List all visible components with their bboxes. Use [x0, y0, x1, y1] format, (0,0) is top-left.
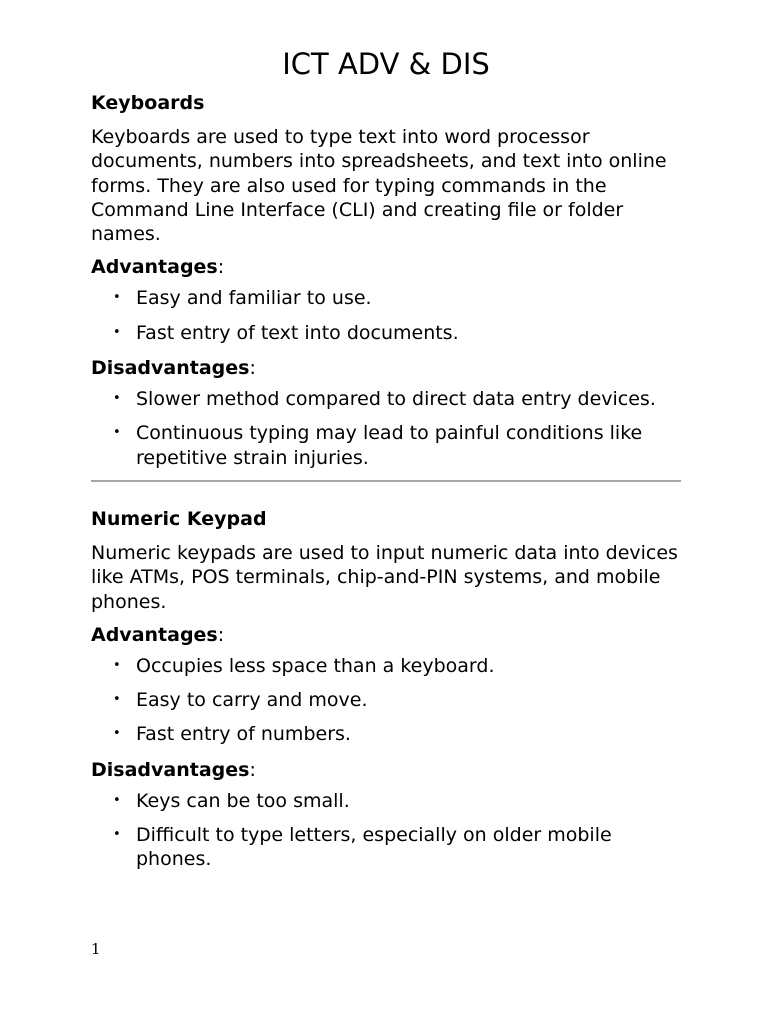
list-item: • Continuous typing may lead to painful conditions like repetitive strain injuries.	[113, 422, 643, 469]
list-item: • Difficult to type letters, especially on older mobile phones.	[113, 824, 612, 871]
disadvantages-list	[91, 789, 681, 872]
advantages-list	[91, 286, 681, 345]
list-item: • Occupies less space than a keyboard.	[113, 654, 495, 677]
section-description: Numeric keypads are used to input numeric data into devices like ATMs, POS terminals, chip-and-PIN systems, and mobile phones.	[91, 541, 678, 613]
list-item: • Fast entry of text into documents.	[113, 321, 459, 344]
advantages-list	[91, 654, 681, 747]
bullet-icon: •	[113, 792, 121, 808]
disadvantages-heading: Disadvantages:	[91, 357, 256, 380]
bullet-icon: •	[113, 391, 121, 407]
list-item: • Easy to carry and move.	[113, 689, 368, 712]
page-number: 1	[91, 940, 101, 958]
bullet-icon: •	[113, 657, 121, 673]
list-item: • Fast entry of numbers.	[113, 723, 351, 746]
section-keyboards	[91, 90, 681, 470]
bullet-icon: •	[113, 425, 121, 441]
list-item: • Easy and familiar to use.	[113, 287, 372, 310]
section-description: Keyboards are used to type text into word processor documents, numbers into spreadsheets, and text into online forms. They are also used for typing commands in the Command Line Interface (CLI) and creating file or folder names.	[91, 126, 667, 246]
bullet-icon: •	[113, 726, 121, 742]
bullet-icon: •	[113, 827, 121, 843]
section-numeric-keypad	[91, 506, 681, 872]
bullet-icon: •	[113, 324, 121, 340]
list-item: • Keys can be too small.	[113, 789, 350, 812]
section-heading: Numeric Keypad	[91, 507, 267, 530]
advantages-heading: Advantages:	[91, 256, 225, 279]
document-title: ICT ADV & DIS	[282, 47, 490, 81]
disadvantages-heading: Disadvantages:	[91, 758, 256, 781]
section-heading: Keyboards	[91, 92, 205, 114]
bullet-icon: •	[113, 290, 121, 306]
list-item: • Slower method compared to direct data entry devices.	[113, 388, 656, 411]
advantages-heading: Advantages:	[91, 623, 225, 646]
document-page	[91, 44, 681, 882]
disadvantages-list	[91, 387, 681, 470]
bullet-icon: •	[113, 692, 121, 708]
section-divider	[91, 480, 681, 482]
